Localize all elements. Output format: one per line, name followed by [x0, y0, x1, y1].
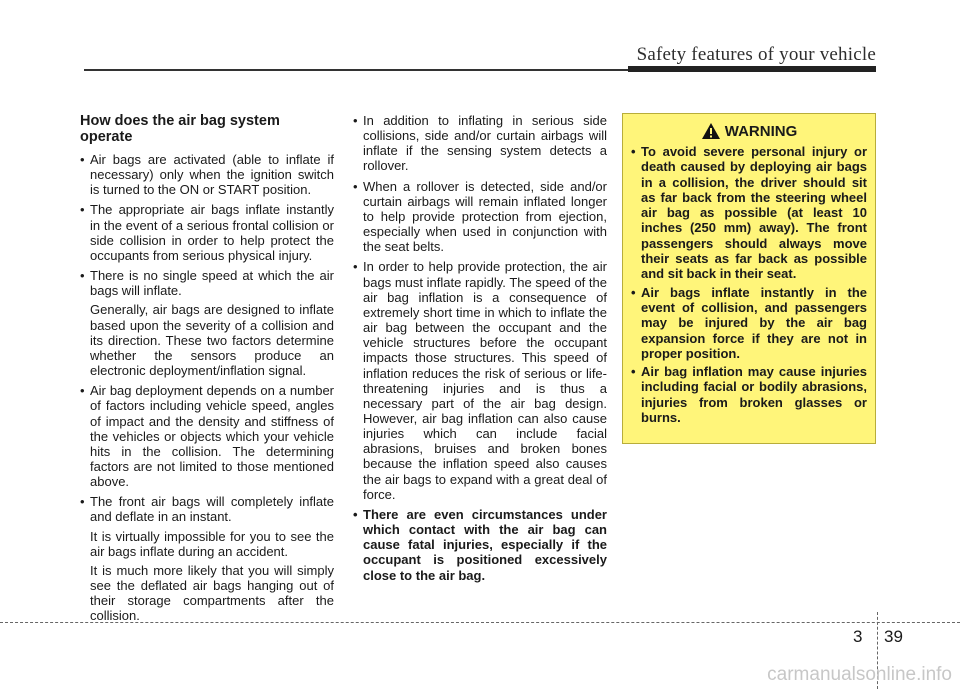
warning-title: WARNING — [724, 122, 798, 140]
list-item: • The front air bags will completely inflate and deflate in an instant. — [80, 494, 334, 524]
list-item: • Air bag deployment depends on a number of factors including vehicle speed, angles of impact and the density and stiffness of the vehicles or objects which your vehicle hits in the collision. The determining factors are not limited to those mentioned above. — [80, 383, 334, 489]
section-title: How does the air bag system operate — [80, 113, 280, 145]
list-item: • Air bags are activated (able to inflate if necessary) only when the ignition switch is turned to the ON or START position. — [80, 152, 334, 197]
sub-paragraph: It is virtually impossible for you to see the air bags inflate during an accident. — [90, 528, 334, 559]
warning-item: • Air bags inflate instantly in the event of collision, and passengers may be injured by the air bag expansion force if they are not in proper position. — [631, 285, 867, 361]
list-item: • In addition to inflating in serious side collisions, side and/or curtain airbags will inflate if the sensing system detects a rollover. — [353, 113, 607, 174]
warning-item: • To avoid severe personal injury or death caused by deploying air bags in a collision, the driver should sit as far back from the steering wheel air bag as possible (at least 10 inches (250 mm) away). The front passengers should always move their seats as far back as possible and sit back in their seat. — [631, 144, 867, 282]
list-item: • When a rollover is detected, side and/or curtain airbags will remain inflated longer to help provide protection from ejection, especially when used in conjunction with the seat belts. — [353, 179, 607, 255]
sub-paragraph: It is much more likely that you will simply see the deflated air bags hanging out of their storage compartments after the collision. — [90, 562, 334, 624]
warning-triangle-icon — [701, 122, 721, 140]
list-item: • The appropriate air bags inflate instantly in the event of a serious frontal collision or side collision in order to help protect the occupants from serious physical injury. — [80, 202, 334, 263]
column-left — [80, 113, 334, 629]
warning-box — [622, 113, 876, 444]
header-bar — [628, 66, 876, 72]
column-middle — [353, 113, 607, 588]
warning-item: • Air bag inflation may cause injuries including facial or bodily abrasions, injuries from broken glasses or burns. — [631, 364, 867, 425]
list-item: • There is no single speed at which the air bags will inflate. — [80, 268, 334, 298]
sub-paragraph: Generally, air bags are designed to inflate based upon the severity of a collision and its direction. These two factors determine whether the sensors produce an electronic deployment/inflation signal. — [90, 302, 334, 379]
warning-header — [631, 122, 867, 140]
section-header-title: Safety features of your vehicle — [636, 44, 876, 65]
bullet-list-left — [80, 152, 334, 624]
list-item: • There are even circumstances under which contact with the air bag can cause fatal injuries, especially if the occupant is positioned excessively close to the air bag. — [353, 507, 607, 583]
list-item: • In order to help provide protection, the air bags must inflate rapidly. The speed of the air bag inflation is a consequence of extremely short time in which to inflate the air bag between the occupant and the vehicle structures before the occupant impacts those structures. This speed of inflation reduces the risk of serious or life-threatening injuries and is thus a necessary part of the air bag design. However, air bag inflation can also cause injuries which can include facial abrasions, bruises and broken bones because the inflation speed also causes the air bags to expand with a great deal of force. — [353, 259, 607, 502]
watermark: carmanualsonline.info — [767, 664, 952, 685]
bullet-list-middle — [353, 113, 607, 583]
warning-list — [631, 144, 867, 425]
page-number: 39 — [884, 627, 903, 646]
footer-rule — [0, 622, 960, 623]
chapter-number: 3 — [853, 627, 863, 646]
